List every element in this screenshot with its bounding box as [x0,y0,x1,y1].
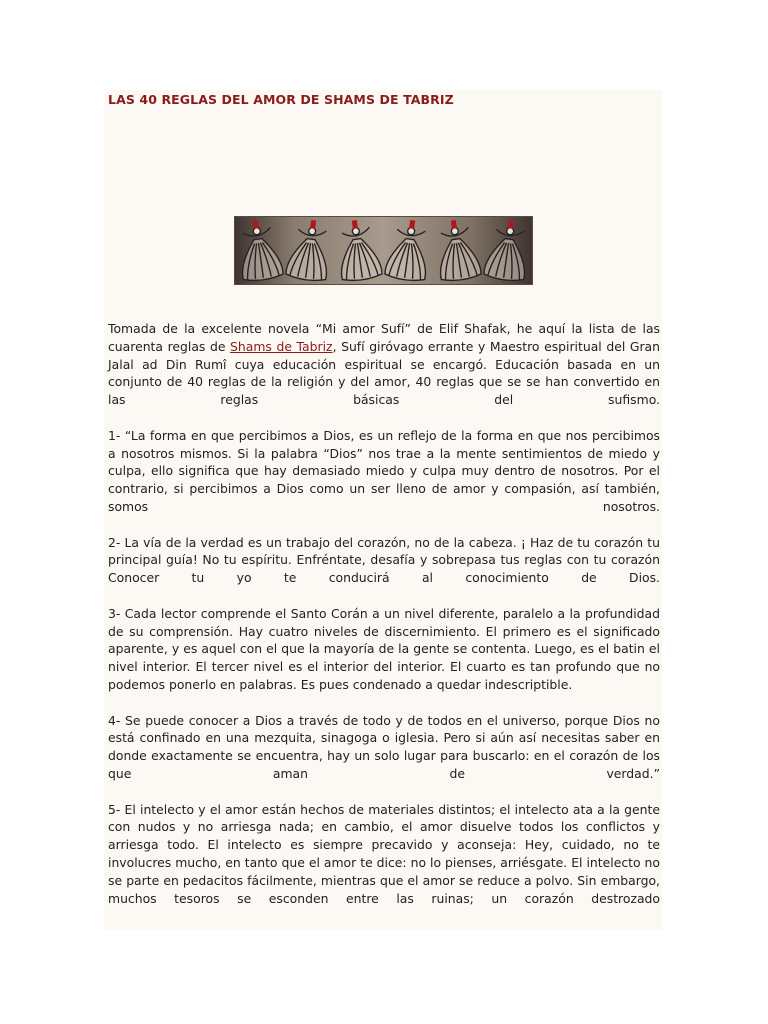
whirling-dervishes-illustration [235,217,532,284]
intro-paragraph [108,320,660,409]
rule-paragraph-4: 4- Se puede conocer a Dios a través de todo y de todos en el universo, porque Dios no está confinado en una mezquita, sinagoga o iglesia. Pero si aún así necesitas saber en donde exactamente se encuentra, hay un solo lugar para buscarlo: en el corazón de los que aman de verdad.” [108,712,660,781]
document-title: LAS 40 REGLAS DEL AMOR DE SHAMS DE TABRIZ [108,92,454,107]
shams-de-tabriz-link[interactable]: Shams de Tabriz [230,338,333,354]
intro-text-end: , Sufí giróvago errante y Maestro espiritual del Gran Jalal ad Din Rumî cuya educación espiritual se encargó. Educación basada en un conjunto de 40 reglas de la religión y del amor, 40 reglas que se se han convertido en las reglas básicas del sufismo. [108,338,660,408]
dervish-banner-image [234,216,533,285]
article-body [108,320,660,925]
intro-text-start: Tomada de la excelente novela “Mi amor Sufí” de Elif Shafak, he aquí la lista de las cuarenta reglas de [108,321,660,354]
rule-paragraph-3: 3- Cada lector comprende el Santo Corán a un nivel diferente, paralelo a la profundidad de su comprensión. Hay cuatro niveles de discernimiento. El primero es el significado aparente, y es aquel con el que la mayoría de la gente se contenta. Luego, es el batin el nivel interior. El tercer nivel es el interior del interior. El cuarto es tan profundo que no podemos ponerlo en palabras. Es pues condenado a quedar indescriptible. [108,605,660,692]
rule-paragraph-2: 2- La vía de la verdad es un trabajo del corazón, no de la cabeza. ¡ Haz de tu corazón tu principal guía! No tu espíritu. Enfréntate, desafía y sobrepasa tus reglas con tu corazón Conocer tu yo te conducirá al conocimiento de Dios. [108,534,660,586]
rule-paragraph-5: 5- El intelecto y el amor están hechos de materiales distintos; el intelecto ata a la gente con nudos y no arriesga nada; en cambio, el amor disuelve todos los conflictos y arriesga todo. El intelecto es siempre precavido y aconseja: Hey, cuidado, no te involucres mucho, en tanto que el amor te dice: no lo pienses, arriésgate. El intelecto no se parte en pedacitos fácilmente, mientras que el amor se reduce a polvo. Sin embargo, muchos tesoros se esconden entre las ruinas; un corazón destrozado [108,801,660,906]
rule-paragraph-1: 1- “La forma en que percibimos a Dios, es un reflejo de la forma en que nos percibimos a nosotros mismos. Si la palabra “Dios” nos trae a la mente sentimientos de miedo y culpa, ello significa que hay demasiado miedo y culpa muy dentro de nosotros. Por el contrario, si percibimos a Dios como un ser lleno de amor y compasión, así también, somos nosotros. [108,427,660,514]
